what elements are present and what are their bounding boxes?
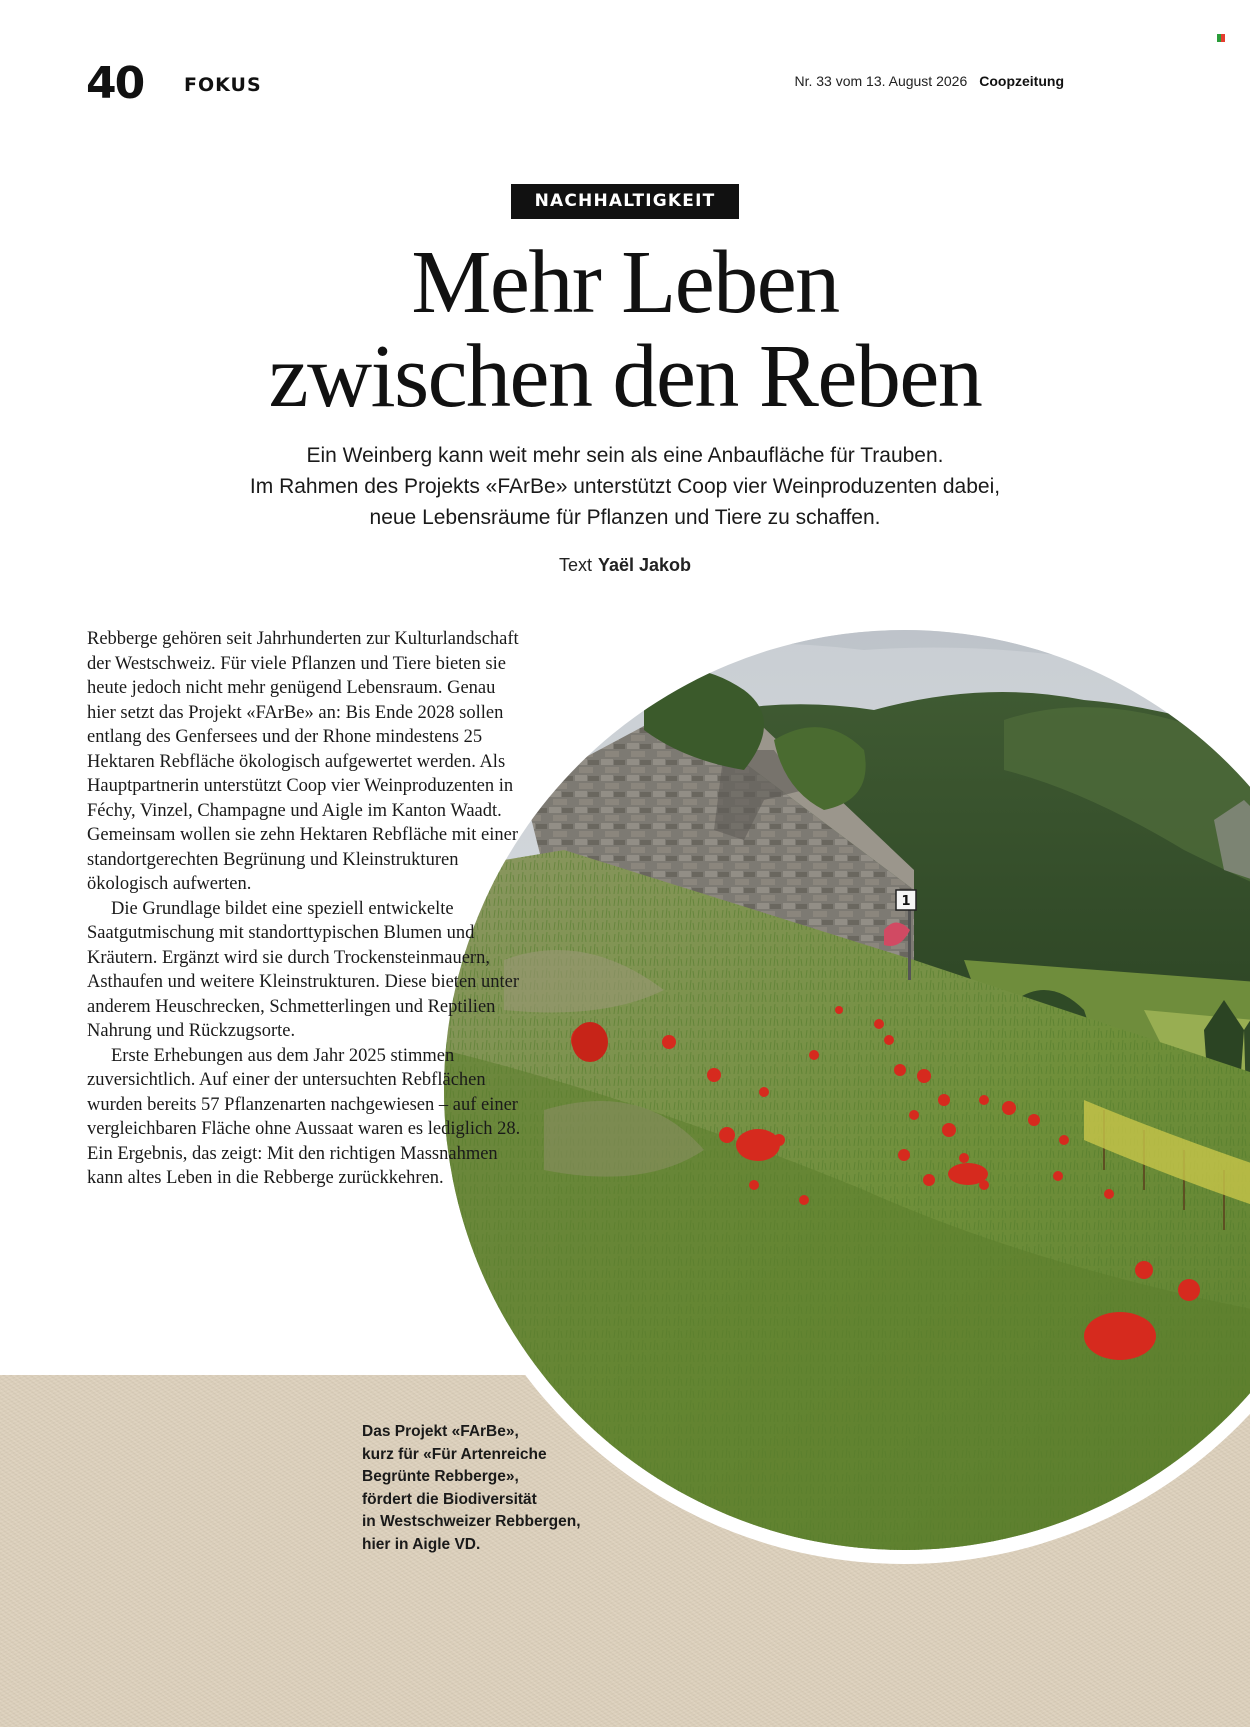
lede-line-1: Ein Weinberg kann weit mehr sein als eine Anbaufläche für Trauben. [306,444,944,467]
color-registration-mark [1217,34,1225,42]
paragraph-2: Die Grundlage bildet eine speziell entwickelte Saatgutmischung mit standorttypischen Blumen und Kräutern. Ergänzt wird sie durch Trockensteinmauern, Asthaufen und weitere Kleinstrukturen. Diese bieten unter anderem Heuschrecken, Schmetterlingen und Reptilien Nahrung und Rückzugsorte. [87,898,520,1041]
article-body [87,627,522,1191]
kicker-badge: NACHHALTIGKEIT [511,184,739,219]
caption-line: Begrünte Rebberge», [362,1468,519,1485]
photo-caption [362,1421,622,1556]
paragraph-1: Rebberge gehören seit Jahrhunderten zur Kulturlandschaft der Westschweiz. Für viele Pflanzen und Tiere bieten sie heute jedoch nicht mehr genügend Lebensraum. Genau hier setzt das Projekt «FArBe» an: Bis Ende 2028 sollen entlang des Genfersees und der Rhone mindestens 25 Hektaren Rebfläche ökologisch aufgewertet werden. Als Hauptpartnerin unterstützt Coop vier Weinproduzenten in Féchy, Vinzel, Champagne und Aigle im Kanton Waadt. Gemeinsam wollen sie zehn Hektaren Rebfläche mit einer standortgerechten Begrünung und Kleinstrukturen ökologisch aufwerten. [87,629,519,894]
byline-label: Text [558,555,592,575]
headline-line-1: Mehr Leben [411,233,839,332]
byline-author: Yaël Jakob [597,555,692,575]
section-label: FOKUS [184,74,262,96]
page-number: 40 [86,58,144,109]
lede-line-2: Im Rahmen des Projekts «FArBe» unterstützt Coop vier Weinproduzenten dabei, [249,475,1001,498]
issue-date: Nr. 33 vom 13. August 2026 [794,73,968,89]
lede [150,440,1100,533]
paragraph-3: Erste Erhebungen aus dem Jahr 2025 stimmen zuversichtlich. Auf einer der untersuchten Rebflächen wurden bereits 57 Pflanzenarten nachgewiesen – auf einer vergleichbaren Fläche ohne Aussaat waren es lediglich 28. Ein Ergebnis, das zeigt: Mit den richtigen Massnahmen kann altes Leben in die Rebberge zurückkehren. [87,1045,521,1188]
headline-line-2: zwischen den Reben [268,327,982,426]
publication-name: Coopzeitung [979,73,1064,89]
caption-line: Das Projekt «FArBe», [362,1423,519,1440]
caption-line: fördert die Biodiversität [362,1490,537,1508]
caption-line: kurz für «Für Artenreiche [362,1445,547,1463]
byline [425,555,825,576]
caption-line: in Westschweizer Rebbergen, [362,1513,581,1530]
issue-info [794,73,1064,89]
lede-line-3: neue Lebensräume für Pflanzen und Tiere zu schaffen. [369,506,881,529]
vineyard-sign-number: 1 [901,894,911,909]
caption-line: hier in Aigle VD. [362,1535,481,1553]
headline [125,233,1125,426]
